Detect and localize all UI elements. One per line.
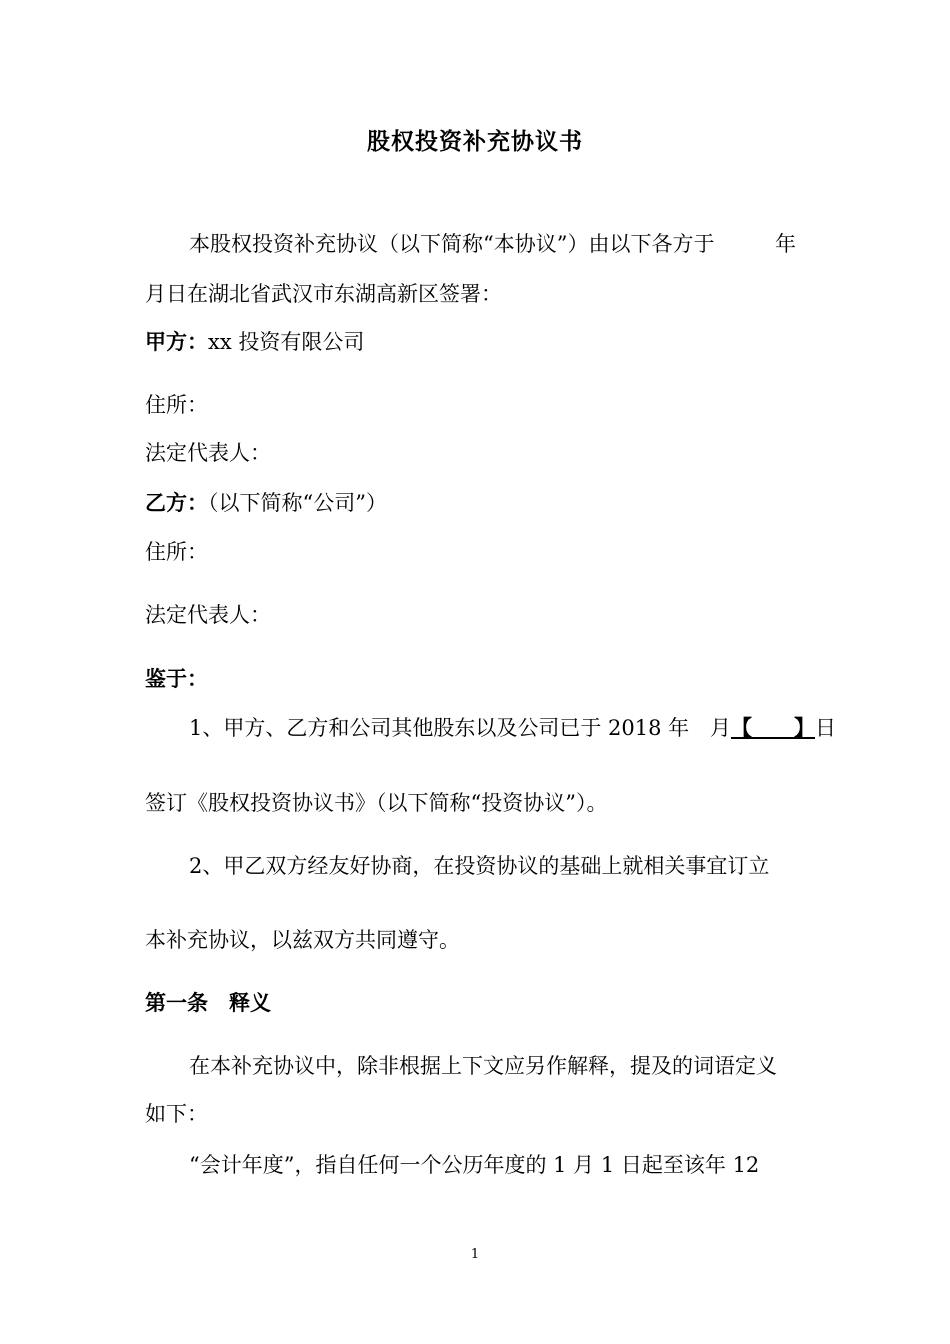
whereas-item-1-date [710,713,836,743]
whereas-item-1-month: 月 [710,716,731,740]
document-title: 股权投资补充协议书 [367,128,583,155]
definition-accounting-year: “会计年度”，指自任何一个公历年度的 1 月 1 日起至该年 12 [189,1153,760,1177]
intro-line-1-year: 年 [775,232,796,256]
whereas-item-2-line-1: 2、甲乙双方经友好协商，在投资协议的基础上就相关事宜订立 [189,854,770,878]
party-b-address: 住所： [145,540,208,564]
intro-line-2: 月日在湖北省武汉市东湖高新区签署： [145,282,502,306]
party-a-line [145,327,364,357]
party-b-representative: 法定代表人： [145,603,271,627]
party-a-name: xx 投资有限公司 [208,330,365,354]
whereas-item-2-line-2: 本补充协议，以兹双方共同遵守。 [145,928,460,952]
date-placeholder-bracket: 【 】 [731,715,815,740]
whereas-heading: 鉴于： [145,666,208,691]
party-b-label: 乙方： [145,490,208,515]
party-b-name: （以下简称“公司”） [208,491,387,515]
whereas-item-1-line-2: 签订《股权投资协议书》（以下简称“投资协议”）。 [145,791,608,815]
article-1-heading: 第一条 释义 [145,990,271,1015]
whereas-item-1-line-1: 1、甲方、乙方和公司其他股东以及公司已于 2018 年 [189,716,690,740]
party-a-representative: 法定代表人： [145,441,271,465]
intro-line-1: 本股权投资补充协议（以下简称“本协议”）由以下各方于 [189,232,715,256]
article-1-para-line-2: 如下： [145,1102,208,1126]
party-a-label: 甲方： [145,329,208,354]
party-b-line [145,488,387,518]
party-a-address: 住所： [145,393,208,417]
article-1-para-line-1: 在本补充协议中，除非根据上下文应另作解释，提及的词语定义 [189,1054,777,1078]
whereas-item-1-day: 日 [815,716,836,740]
page-number: 1 [470,1247,480,1262]
